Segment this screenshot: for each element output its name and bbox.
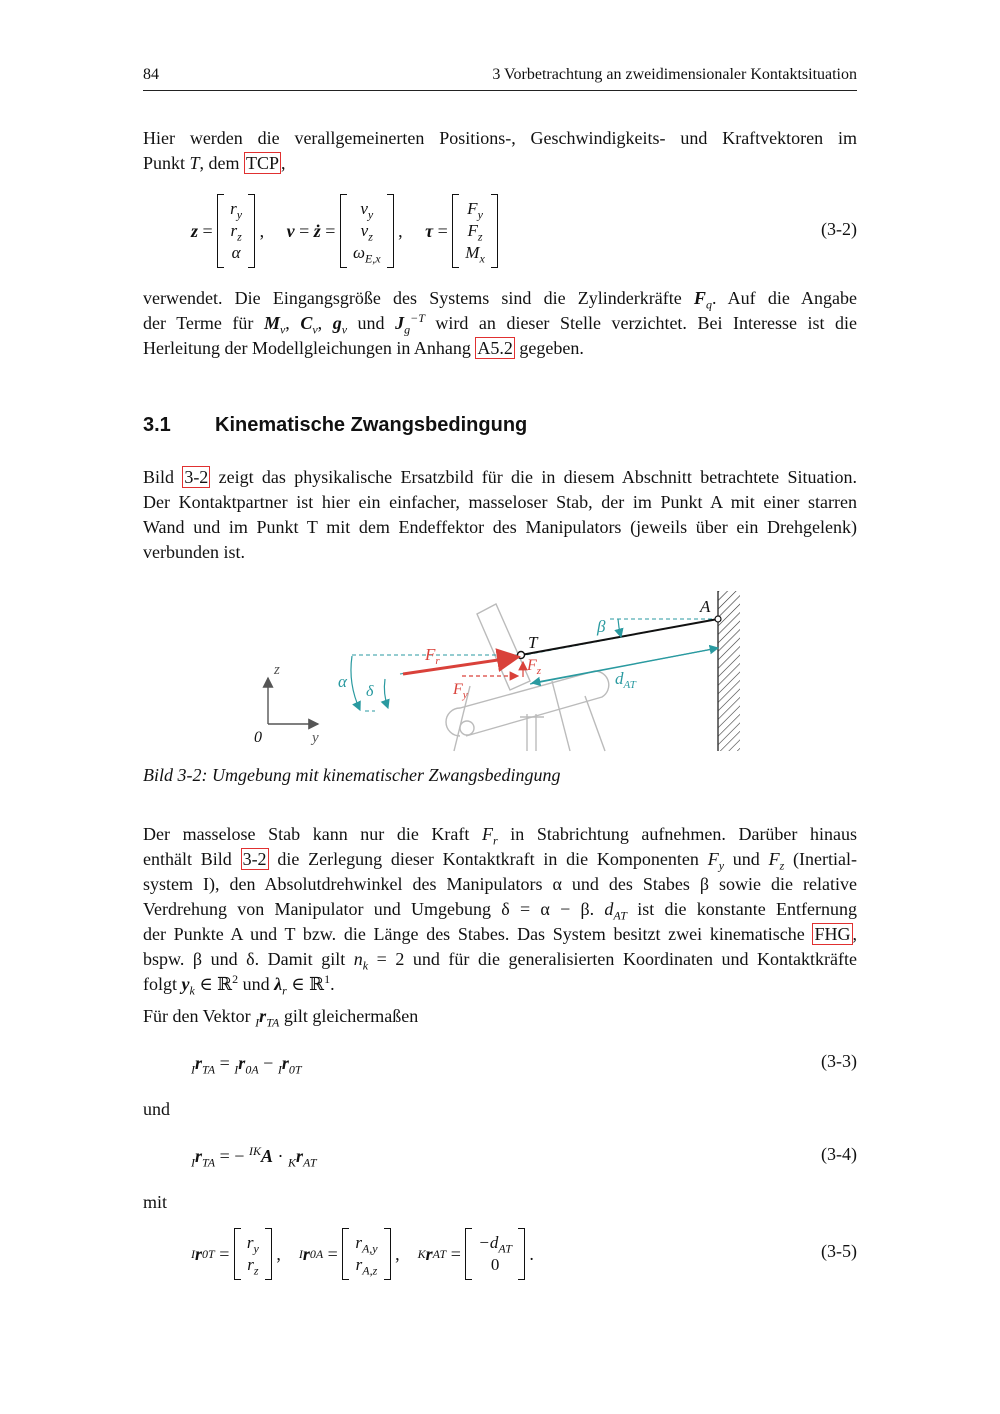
label-T: T [528,633,538,652]
page-number: 84 [143,66,159,83]
link-tcp[interactable]: TCP [246,153,280,173]
label-alpha: α [338,672,347,691]
alpha-arc [351,656,360,710]
label-Fz: $F_z$ [527,657,542,677]
paragraph-description: Bild 3-2 zeigt das physikalische Ersatzbild für die in diesem Abschnitt betrachtete Situation. Der Kontaktpartner ist hier ein einfacher, masseloser Stab, der im Punkt A mit einer starren Wand und im Punkt T mit dem Endeffektor des Manipulators (jeweils über ein Drehgelenk) verbunden ist. [143,467,857,562]
equation-number: (3-5) [821,1241,857,1261]
label-y-axis: y [312,730,319,746]
matrix-r0T: $r_y$ $r_z$ [234,1228,272,1280]
label-Fr: $F_r$ [425,645,440,667]
link-fig-3-2[interactable]: 3-2 [184,467,209,487]
figure-3-2 [240,586,760,756]
equation-3-5: I r 0T = $r_y$ $r_z$ , I r 0A = $r_{A,y}$ $r_{A,z}$ , K r AT = $-d_{AT}$ 0 . (3-5) [143,1226,857,1282]
label-A: A [700,597,711,616]
intro-paragraph [143,126,857,176]
equation-number: (3-4) [821,1144,857,1164]
joint-T [518,652,525,659]
figure-caption: Bild 3-2: Umgebung mit kinematischer Zwangsbedingung [143,765,561,785]
section-heading: 3.1 Kinematische Zwangsbedingung [143,414,528,436]
matrix-tau: $F_y$ $F_z$ $M_x$ [452,194,498,268]
matrix-rAT: $-d_{AT}$ 0 [465,1228,525,1280]
link-fhg[interactable]: FHG [814,924,851,944]
equation-3-4: $_Ir_{TA}$ = − $^{IK}A \cdot _Kr_{AT}$ (3-4) [191,1144,857,1170]
equation-number: (3-3) [821,1051,857,1071]
equation-number: (3-2) [821,219,857,239]
manipulator-drawing [446,604,609,751]
paragraph-analysis: Der masselose Stab kann nur die Kraft $F_r$ in Stabrichtung aufnehmen. Darüber hinaus enthält Bild 3-2 die Zerlegung dieser Kontaktkraft in die Komponenten $F_y$ und $F_z$ (Inertial- system I), den Absolutdrehwinkel des Manipulators α und des Stabes β sowie die relative Verdrehung von Manipulator und Umgebung δ = α − β. $d_{AT}$ ist die konstante Entfernung der Punkte A und T bzw. die Länge des Stabes. Das System besitzt zwei kinematische FHG , bspw. β und δ. Damit gilt $n_k = 2$ und für die generalisierten Koordinaten und Kontaktkräfte folgt $y_k$ ∈ ℝ$^2$ und $\lambda_r$ ∈ ℝ$^1$. [143,824,857,998]
rod [521,619,718,655]
matrix-r0A: $r_{A,y}$ $r_{A,z}$ [342,1228,390,1280]
paragraph-inputs: verwendet. Die Eingangsgröße des Systems sind die Zylinderkräfte $F_q$. Auf die Angabe der Terme für $M_v$, $C_v$, $g_v$ und $J_g^{-T}$ wird an dieser Stelle verzichtet. Bei Interesse ist die Herleitung der Modellgleichungen in Anhang A5.2 gegeben. [143,288,858,358]
matrix-v: $v_y$ $v_z$ $\omega_{E,x}$ [340,194,394,268]
label-Fy: $F_y$ [453,681,468,701]
intro-line-1: Hier werden die verallgemeinerten Positions-, Geschwindigkeits- und Kraftvektoren im [143,128,857,148]
delta-arc [384,679,388,708]
label-delta: δ [366,683,374,700]
text-mit: mit [143,1192,168,1212]
equation-3-3: $_Ir_{TA} = _Ir_{0A} - _Ir_{0T}$ (3-3) [191,1051,857,1077]
force-Fr [403,657,518,674]
beta-arc [618,619,621,637]
label-beta: β [597,617,606,636]
joint-A [715,616,721,622]
label-dAT: $d_{AT}$ [615,669,636,691]
paragraph-vector: Für den Vektor $_Ir_{TA}$ gilt gleichermaßen [143,1006,419,1030]
chapter-title: 3 Vorbetrachtung an zweidimensionaler Kontaktsituation [492,66,857,83]
equation-3-2: z = $r_y$ $r_z$ α , v = ż = $v_y$ $v_z$ $\omega_{E,x}$ , τ = $F_y$ $F_z$ $M_x$ (3-2) [143,192,857,270]
label-z-axis: z [274,662,280,678]
wall [718,591,740,751]
matrix-z: $r_y$ $r_z$ α [217,194,255,268]
link-fig-3-2-b[interactable]: 3-2 [242,849,267,869]
text-und: und [143,1099,170,1119]
coordinate-axes [268,678,318,724]
page-header [143,66,857,91]
label-origin: 0 [254,729,262,746]
intro-line-2: Punkt T, dem TCP , [143,153,286,173]
link-a5-2[interactable]: A5.2 [477,338,513,358]
